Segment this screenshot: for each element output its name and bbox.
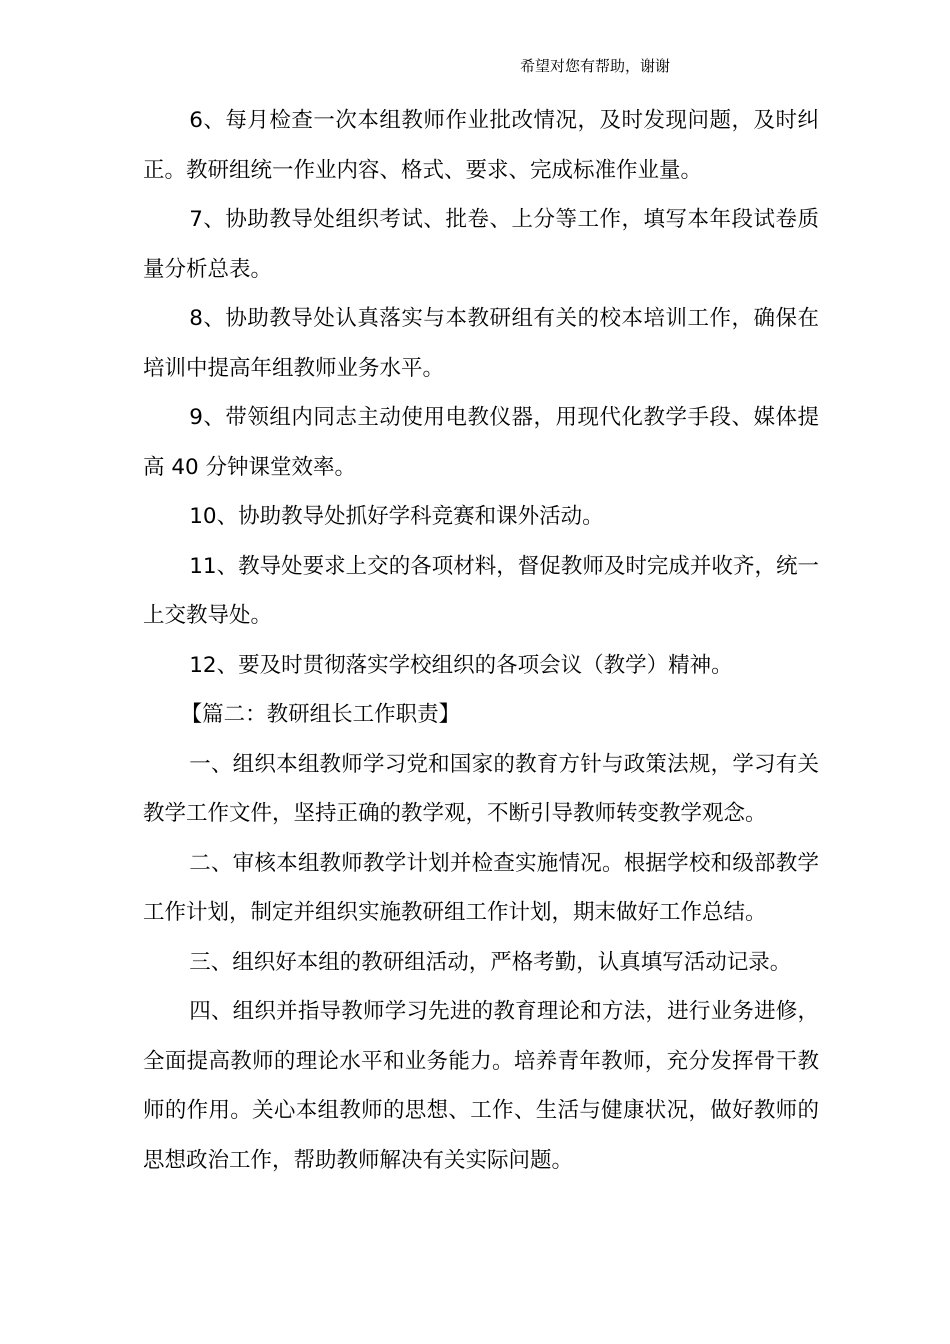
paragraph-item-12: 12、要及时贯彻落实学校组织的各项会议（教学）精神。 [189,652,733,678]
paragraph-duty-3: 三、组织好本组的教研组活动，严格考勤，认真填写活动记录。 [189,949,792,975]
paragraph-duty-1: 一、组织本组教师学习党和国家的教育方针与政策法规，学习有关教学工作文件，坚持正确的教学观，不断引导教师转变教学观念。 [143,751,819,826]
paragraph-item-6: 6、每月检查一次本组教师作业批改情况，及时发现问题，及时纠正。教研组统一作业内容、格式、要求、完成标准作业量。 [143,108,819,183]
paragraph-item-11: 11、教导处要求上交的各项材料，督促教师及时完成并收齐，统一上交教导处。 [143,553,819,628]
paragraph-item-8: 8、协助教导处认真落实与本教研组有关的校本培训工作，确保在培训中提高年组教师业务水平。 [143,306,819,381]
paragraph-duty-4: 四、组织并指导教师学习先进的教育理论和方法，进行业务进修，全面提高教师的理论水平和业务能力。培养青年教师，充分发挥骨干教师的作用。关心本组教师的思想、工作、生活与健康状况，做好教师的思想政治工作，帮助教师解决有关实际问题。 [143,999,819,1173]
document-body [143,96,819,1185]
paragraph-item-9: 9、带领组内同志主动使用电教仪器，用现代化教学手段、媒体提高 40 分钟课堂效率。 [143,405,819,480]
header-note: 希望对您有帮助，谢谢 [520,57,671,75]
paragraph-item-7: 7、协助教导处组织考试、批卷、上分等工作，填写本年段试卷质量分析总表。 [143,207,819,282]
paragraph-item-10: 10、协助教导处抓好学科竞赛和课外活动。 [189,504,604,529]
section-title: 【篇二：教研组长工作职责】 [180,702,461,727]
paragraph-duty-2: 二、审核本组教师教学计划并检查实施情况。根据学校和级部教学工作计划，制定并组织实施教研组工作计划，期末做好工作总结。 [143,850,819,925]
